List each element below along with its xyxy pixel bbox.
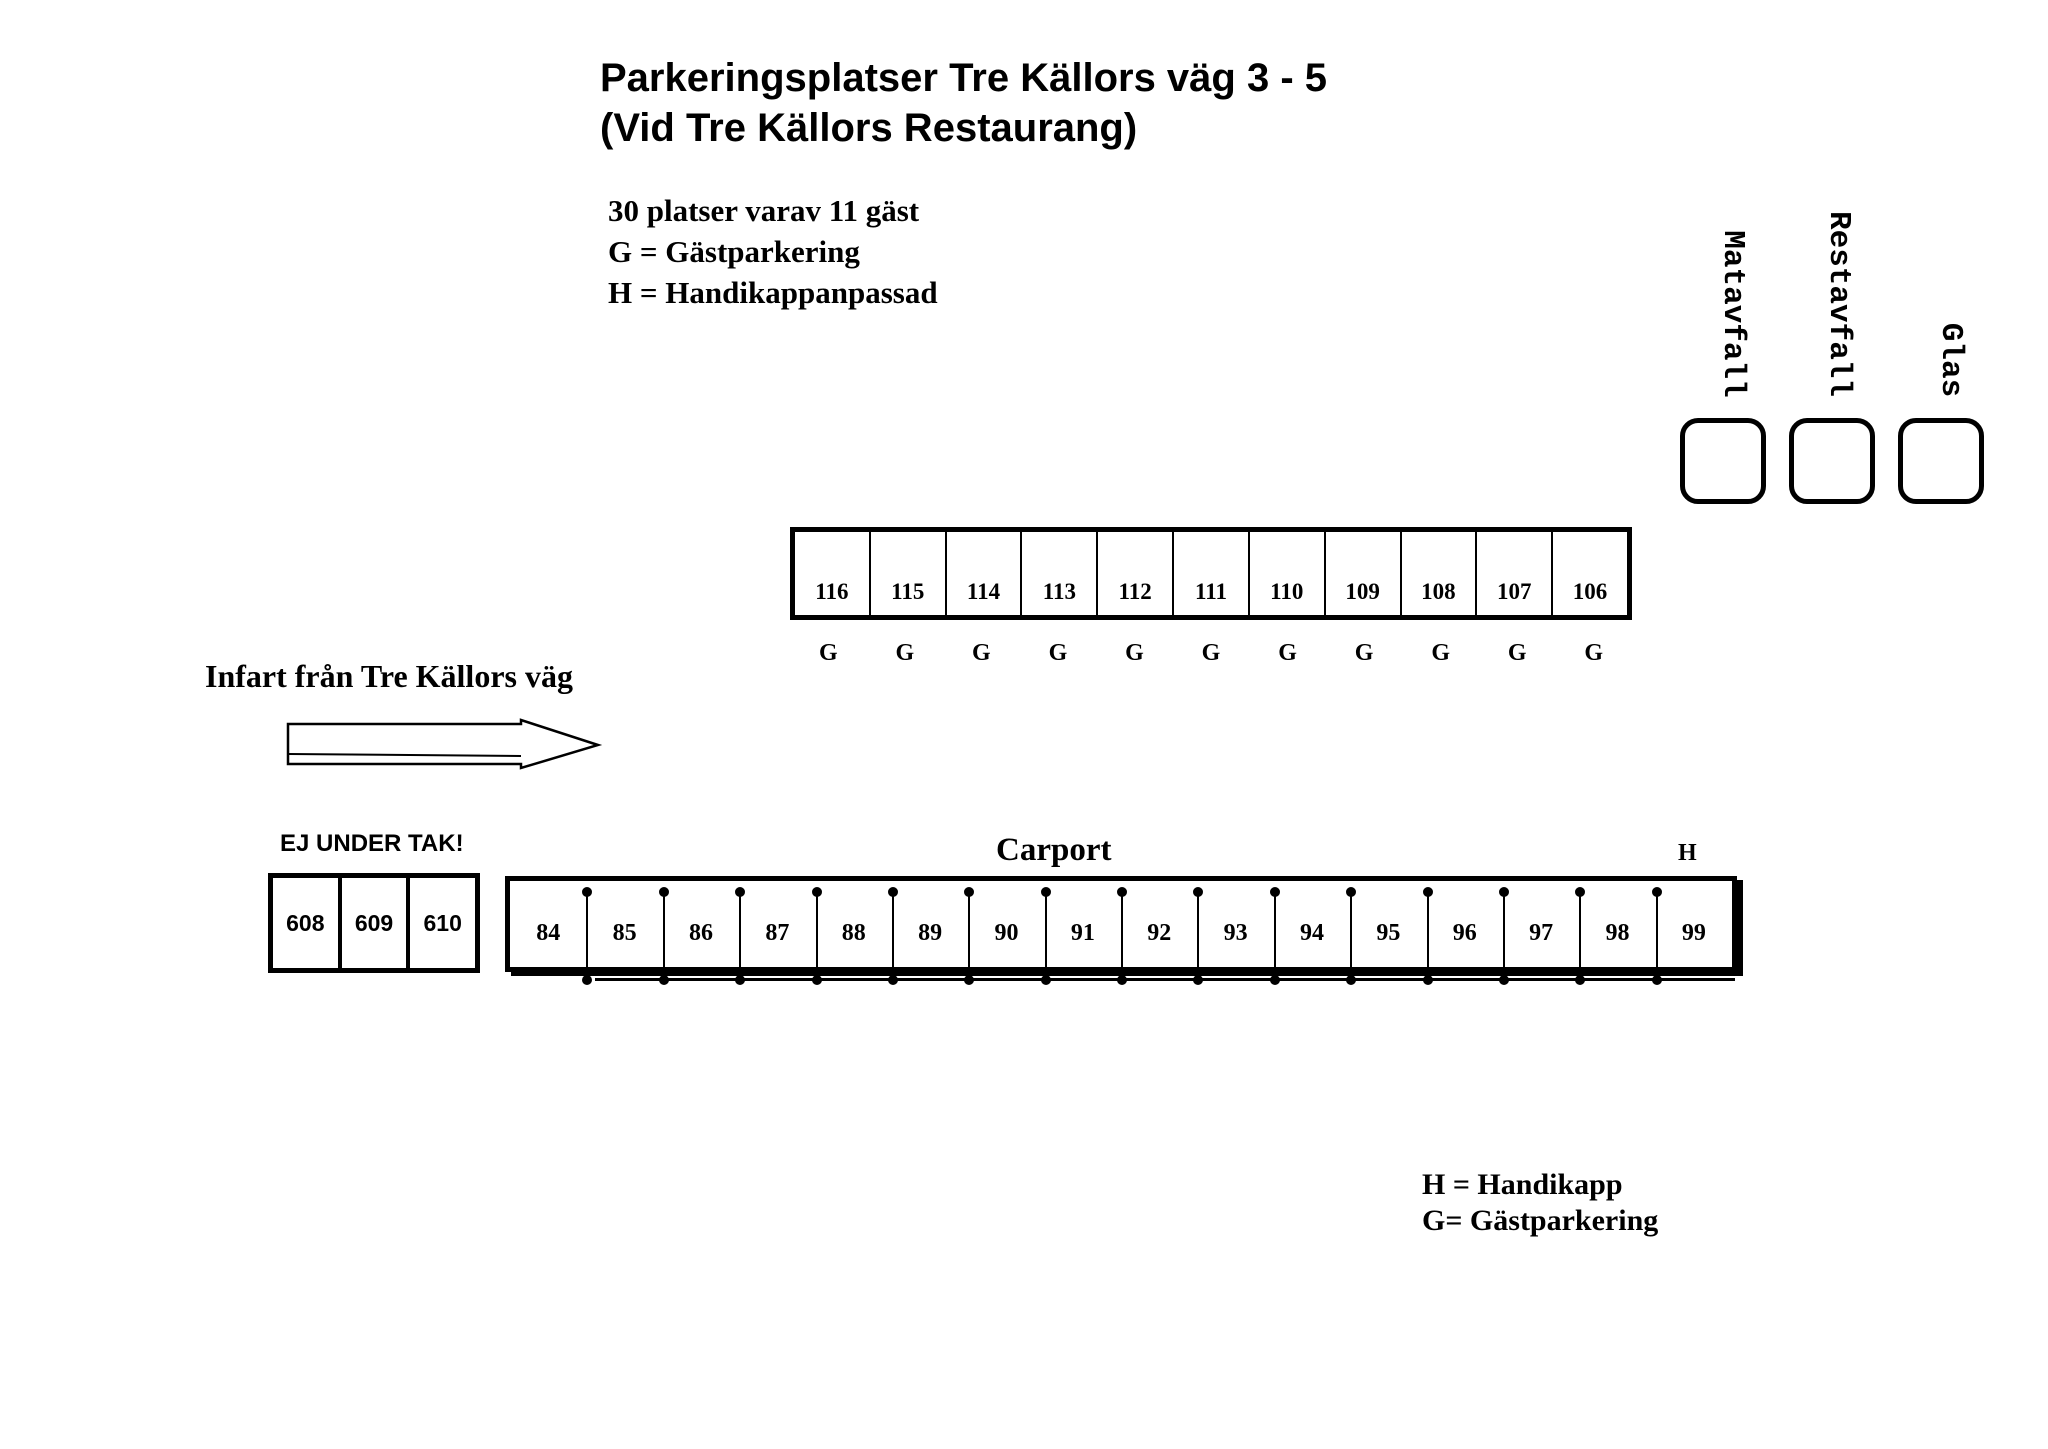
parking-spot-108: 108 [1402,532,1478,615]
parking-spot-107: 107 [1477,532,1553,615]
legend-guest: G= Gästparkering [1422,1204,1659,1237]
handicap-mark: H [1678,840,1697,866]
page-subtitle: (Vid Tre Källors Restaurang) [600,106,1138,150]
parking-spot-87: 87 [739,881,815,967]
guest-mark: G [1278,640,1297,666]
carport-label: Carport [996,832,1112,868]
bin-glas [1898,418,1984,504]
uncovered-label: EJ UNDER TAK! [280,830,464,857]
info-count: 30 platser varav 11 gäst [608,193,920,228]
parking-spot-116: 116 [795,532,871,615]
parking-spot-99: 99 [1656,881,1732,967]
parking-spot-94: 94 [1274,881,1350,967]
bin-label-restavfall: Restavfall [1821,210,1856,398]
parking-spot-91: 91 [1045,881,1121,967]
uncovered-parking-row [268,873,480,973]
parking-spot-93: 93 [1197,881,1273,967]
guest-mark: G [1125,640,1144,666]
parking-spot-610: 610 [423,909,462,936]
entrance-label: Infart från Tre Källors väg [205,658,573,694]
bin-matavfall [1680,418,1766,504]
parking-spot-90: 90 [968,881,1044,967]
guest-mark: G [972,640,991,666]
guest-mark: G [895,640,915,666]
entrance-arrow-icon [285,718,605,772]
page-title: Parkeringsplatser Tre Källors väg 3 - 5 [600,56,1328,100]
guest-mark: G [1354,640,1374,666]
parking-spot-109: 109 [1326,532,1402,615]
parking-spot-106: 106 [1572,579,1608,604]
info-h-legend: H = Handikappanpassad [608,275,938,310]
guest-mark: G [1507,640,1527,666]
parking-spot-608: 608 [273,878,342,968]
parking-spot-113: 113 [1022,532,1098,615]
parking-spot-98: 98 [1579,881,1655,967]
bin-label-glas: Glas [1933,322,1968,398]
parking-spot-89: 89 [892,881,968,967]
guest-mark: G [1048,640,1068,666]
parking-spot-110: 110 [1250,532,1326,615]
parking-spot-96: 96 [1427,881,1503,967]
top-parking-row [790,527,1632,620]
info-g-legend: G = Gästparkering [608,234,860,269]
parking-spot-111: 111 [1174,532,1250,615]
parking-spot-115: 115 [871,532,947,615]
bin-restavfall [1789,418,1875,504]
guest-mark: G [818,640,838,666]
parking-spot-112: 112 [1098,532,1174,615]
parking-spot-114: 114 [947,532,1023,615]
parking-spot-92: 92 [1121,881,1197,967]
legend-handicap: H = Handikapp [1422,1168,1623,1201]
parking-spot-88: 88 [816,881,892,967]
carport-beam [595,978,1735,981]
parking-spot-85: 85 [586,881,662,967]
guest-mark: G [1584,640,1604,666]
carport-parking-row [505,876,1737,972]
parking-spot-86: 86 [663,881,739,967]
parking-spot-84: 84 [536,919,561,946]
guest-mark: G [1431,640,1450,666]
parking-spot-97: 97 [1503,881,1579,967]
carport-post-dot [582,975,592,985]
parking-spot-95: 95 [1350,881,1426,967]
bin-label-matavfall: Matavfall [1715,230,1750,398]
parking-spot-609: 609 [342,878,411,968]
guest-marks-row [790,640,1632,667]
guest-mark: G [1201,640,1221,666]
